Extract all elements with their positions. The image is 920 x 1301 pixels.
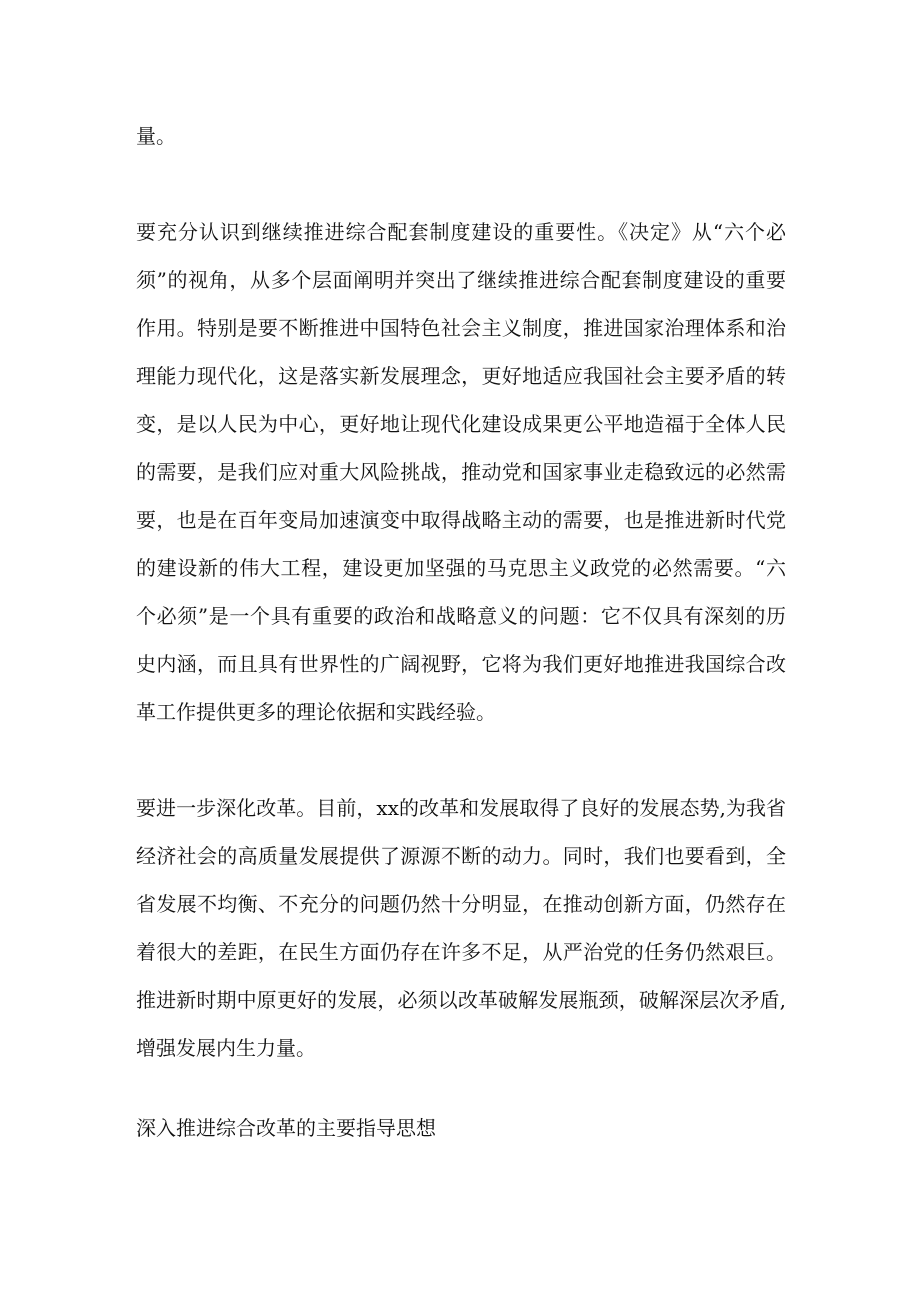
paragraph-line: 作用。特别是要不断推进中国特色社会主义制度，推进国家治理体系和治 xyxy=(136,316,786,340)
paragraph-line: 推进新时期中原更好的发展，必须以改革破解发展瓶颈，破解深层次矛盾, xyxy=(136,988,786,1012)
paragraph-line: 变，是以人民为中心，更好地让现代化建设成果更公平地造福于全体人民 xyxy=(136,412,786,436)
paragraph-line: 的建设新的伟大工程，建设更加坚强的马克思主义政党的必然需要。“六 xyxy=(136,556,786,580)
paragraph-line: 史内涵，而且具有世界性的广阔视野，它将为我们更好地推进我国综合改 xyxy=(136,652,786,676)
paragraph-line: 要，也是在百年变局加速演变中取得战略主动的需要，也是推进新时代党 xyxy=(136,508,786,532)
paragraph-line: 须”的视角，从多个层面阐明并突出了继续推进综合配套制度建设的重要 xyxy=(136,268,786,292)
paragraph-line: 经济社会的高质量发展提供了源源不断的动力。同时，我们也要看到，全 xyxy=(136,844,786,868)
paragraph-line: 要进一步深化改革。目前，xx的改革和发展取得了良好的发展态势,为我省 xyxy=(136,796,786,820)
carryover-line: 量。 xyxy=(136,124,176,148)
paragraph-line: 省发展不均衡、不充分的问题仍然十分明显，在推动创新方面，仍然存在 xyxy=(136,892,786,916)
paragraph-line: 增强发展内生力量。 xyxy=(136,1036,316,1060)
section-heading: 深入推进综合改革的主要指导思想 xyxy=(136,1116,436,1140)
paragraph-line: 的需要，是我们应对重大风险挑战，推动党和国家事业走稳致远的必然需 xyxy=(136,460,786,484)
paragraph-line: 革工作提供更多的理论依据和实践经验。 xyxy=(136,700,496,724)
paragraph-line: 要充分认识到继续推进综合配套制度建设的重要性。《决定》从“六个必 xyxy=(136,220,786,244)
paragraph-line: 个必须”是一个具有重要的政治和战略意义的问题：它不仅具有深刻的历 xyxy=(136,604,786,628)
paragraph-line: 理能力现代化，这是落实新发展理念，更好地适应我国社会主要矛盾的转 xyxy=(136,364,786,388)
paragraph-line: 着很大的差距，在民生方面仍存在许多不足，从严治党的任务仍然艰巨。 xyxy=(136,940,786,964)
